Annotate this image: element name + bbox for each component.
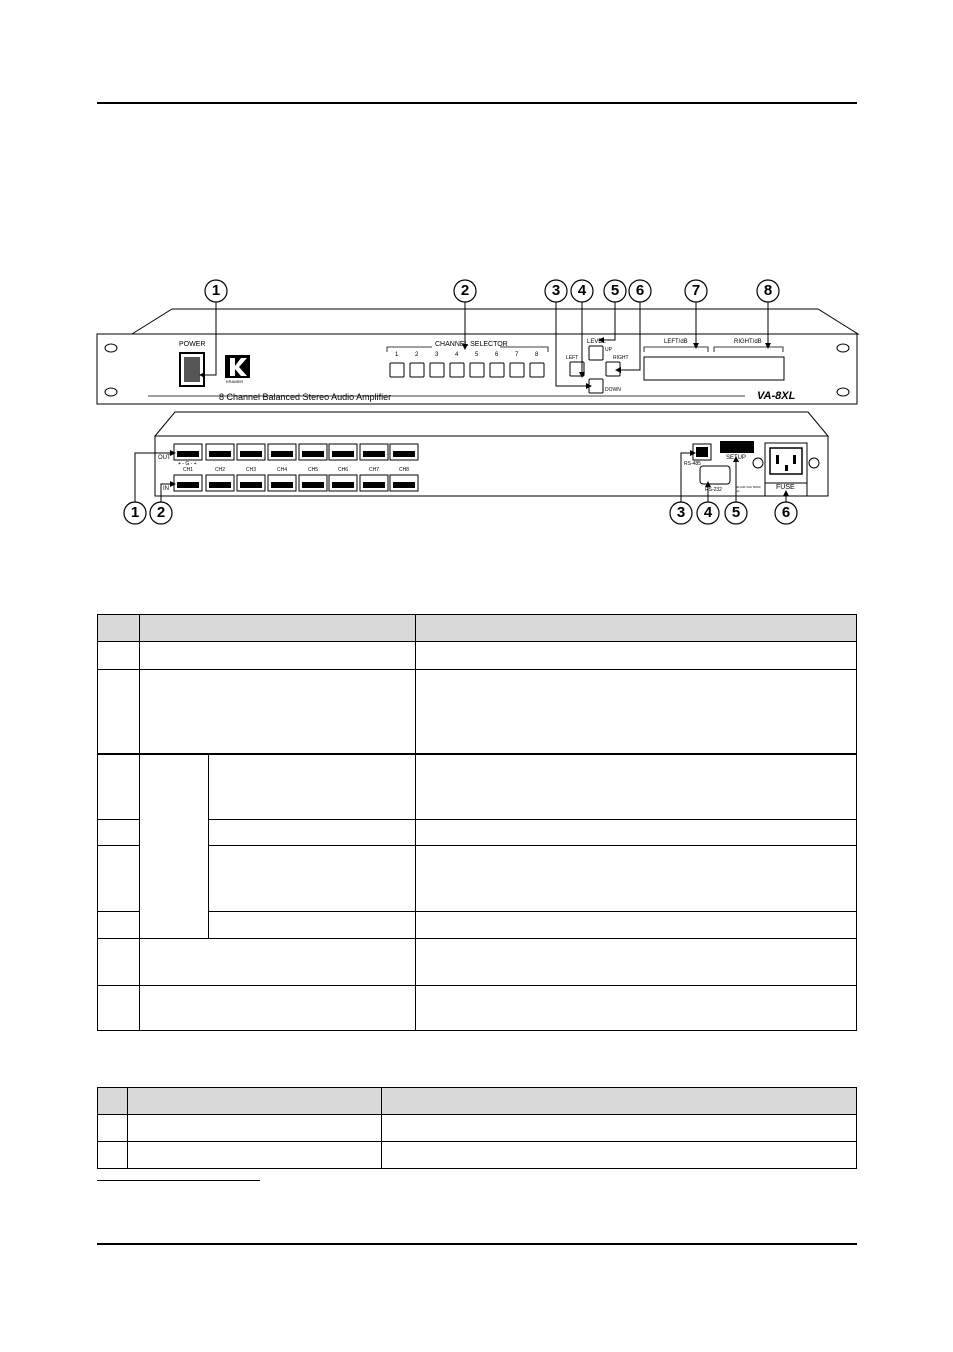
table-cell <box>127 1142 381 1169</box>
table-header-row <box>98 1088 857 1115</box>
table-cell <box>127 1115 381 1142</box>
table-cell <box>139 939 415 986</box>
channel-label: CH8 <box>399 467 410 473</box>
table-row <box>98 846 857 912</box>
callout-number: 5 <box>610 282 620 299</box>
table-cell <box>98 846 140 912</box>
channel-number: 2 <box>415 352 419 358</box>
channel-number: 6 <box>495 352 499 358</box>
table-cell <box>139 986 415 1031</box>
left-label: LEFT <box>566 355 579 361</box>
table-row <box>98 670 857 754</box>
pin-labels: + - G - + <box>178 461 197 467</box>
table-header-row <box>98 615 857 642</box>
callout-number: 6 <box>781 504 791 521</box>
channel-label: CH3 <box>246 467 257 473</box>
left-db-label: LEFT/dB <box>664 339 688 345</box>
table-cell <box>381 1142 856 1169</box>
callout-number: 3 <box>676 504 686 521</box>
channel-label: CH2 <box>215 467 226 473</box>
channel-number: 5 <box>475 352 479 358</box>
table-row <box>98 1115 857 1142</box>
rear-panel-table <box>97 1087 857 1169</box>
callout-number: 4 <box>577 282 587 299</box>
rs485-label: RS-485 <box>684 461 701 467</box>
table-cell <box>415 846 856 912</box>
table-cell <box>415 754 856 820</box>
front-panel-table <box>97 614 857 1031</box>
table-cell <box>139 754 208 939</box>
kramer-logo-text: KRAMER <box>226 379 244 384</box>
table-row <box>98 642 857 670</box>
callout-number: 2 <box>460 282 470 299</box>
table-cell <box>208 820 415 846</box>
rs232-label: RS-232 <box>705 487 722 493</box>
table-cell <box>98 1115 128 1142</box>
power-label: POWER <box>179 341 206 348</box>
table-cell <box>381 1088 856 1115</box>
table-cell <box>98 912 140 939</box>
table-row <box>98 939 857 986</box>
channel-selector-label: CHANNEL SELECTOR <box>435 341 508 348</box>
callout-number: 7 <box>691 282 701 299</box>
callout-number: 4 <box>703 504 713 521</box>
channel-number: 3 <box>435 352 439 358</box>
channel-label: CH1 <box>183 467 194 473</box>
channel-number: 7 <box>515 352 519 358</box>
table-cell <box>98 615 140 642</box>
table-cell <box>415 615 856 642</box>
fuse-label: FUSE <box>776 484 795 491</box>
table-cell <box>139 642 415 670</box>
channel-number: 4 <box>455 352 459 358</box>
channel-number: 8 <box>535 352 539 358</box>
up-label: UP <box>605 347 612 353</box>
callout-number: 3 <box>551 282 561 299</box>
table-row <box>98 912 857 939</box>
channel-number: 1 <box>395 352 399 358</box>
table-cell <box>208 912 415 939</box>
callout-number: 1 <box>130 504 140 521</box>
power-rating-label: 90-240 VAC 50/60 Hz <box>736 485 761 493</box>
table-cell <box>415 670 856 754</box>
channel-label: CH5 <box>308 467 319 473</box>
channel-label: CH7 <box>369 467 380 473</box>
table-cell <box>98 670 140 754</box>
table-cell <box>381 1115 856 1142</box>
setup-label: SETUP <box>726 455 747 461</box>
table-cell <box>127 1088 381 1115</box>
down-label: DOWN <box>605 387 621 393</box>
table-row <box>98 754 857 820</box>
table-cell <box>415 986 856 1031</box>
right-label: RIGHT <box>613 355 629 361</box>
table-cell <box>98 1088 128 1115</box>
right-db-label: RIGHT/dB <box>734 339 762 345</box>
table-cell <box>98 1142 128 1169</box>
channel-label: CH4 <box>277 467 288 473</box>
table-cell <box>415 939 856 986</box>
table-cell <box>98 939 140 986</box>
model-name: VA-8XL <box>757 390 796 402</box>
callout-number: 2 <box>156 504 166 521</box>
table-cell <box>139 670 415 754</box>
table-cell <box>98 986 140 1031</box>
footnote-rule <box>97 1180 260 1181</box>
table-cell <box>98 642 140 670</box>
table-cell <box>98 820 140 846</box>
callout-number: 5 <box>731 504 741 521</box>
callout-number: 8 <box>763 282 773 299</box>
table-cell <box>415 820 856 846</box>
out-label: OUT <box>158 455 171 461</box>
table-cell <box>415 912 856 939</box>
table-row <box>98 1142 857 1169</box>
table-cell <box>139 615 415 642</box>
callout-number: 6 <box>635 282 645 299</box>
product-description: 8 Channel Balanced Stereo Audio Amplifier <box>219 392 392 402</box>
level-label: LEVEL <box>587 339 606 345</box>
table-row <box>98 820 857 846</box>
in-label: IN <box>163 486 169 492</box>
table-cell <box>208 754 415 820</box>
device-illustration <box>0 0 953 540</box>
footer-rule <box>97 1243 857 1245</box>
table-row <box>98 986 857 1031</box>
callout-number: 1 <box>211 282 221 299</box>
table-cell <box>208 846 415 912</box>
channel-label: CH6 <box>338 467 349 473</box>
device-drawing <box>0 0 953 540</box>
table-cell <box>98 754 140 820</box>
table-cell <box>415 642 856 670</box>
